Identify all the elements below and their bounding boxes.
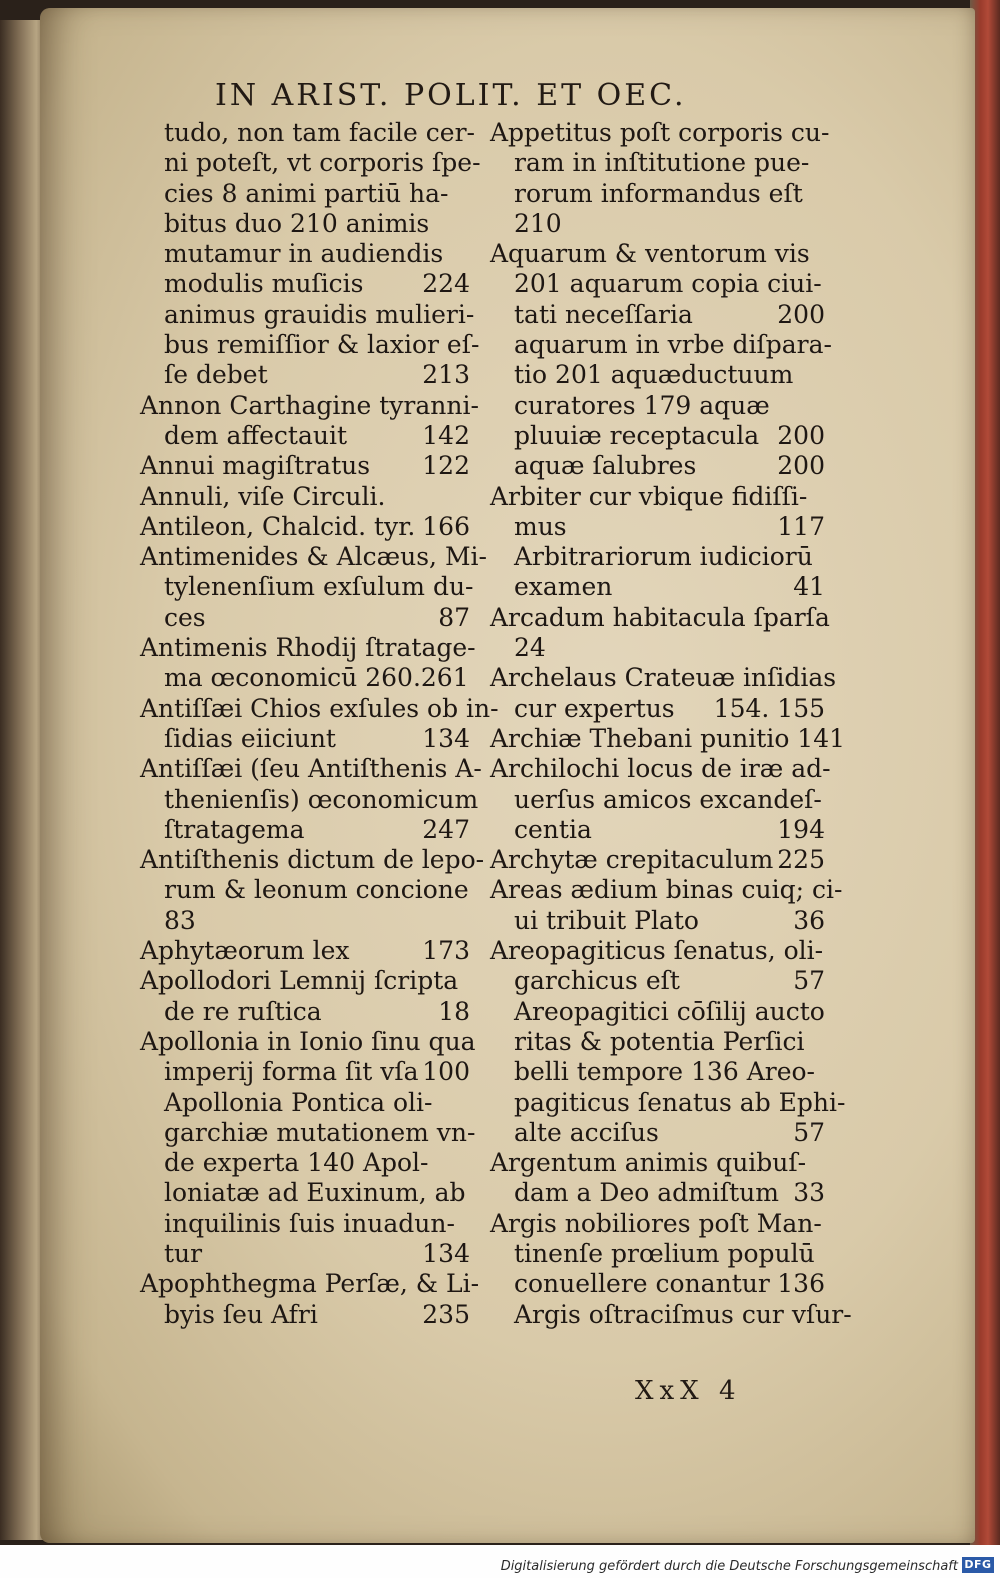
running-head: IN ARIST. POLIT. ET OEC. <box>215 78 687 113</box>
index-page-number: 173 <box>422 936 470 966</box>
index-line <box>140 299 475 330</box>
signature-mark: XxX 4 <box>635 1376 742 1406</box>
index-line <box>490 1027 825 1057</box>
index-entry-text: tylenenſium exſulum du- <box>164 572 474 602</box>
index-entry-text: Aquarum & ventorum vis <box>490 239 810 269</box>
index-line <box>490 602 830 633</box>
index-entry-text: mus <box>514 511 567 541</box>
index-line <box>490 300 825 330</box>
index-line <box>140 966 470 996</box>
index-entry-text: Arbiter cur vbique fidiſſi- <box>490 481 808 511</box>
index-line <box>490 785 825 815</box>
index-entry-text: tur <box>164 1238 203 1268</box>
index-line <box>140 542 487 572</box>
index-entry-text: cies 8 animi partiū ha- <box>164 178 449 208</box>
index-line <box>140 330 480 360</box>
index-line <box>140 179 470 209</box>
index-line <box>140 1117 476 1148</box>
index-line <box>490 179 825 209</box>
index-line <box>140 754 482 784</box>
index-entry-text: tinenſe prœlium populū <box>514 1238 815 1268</box>
index-entry-text: alte acciſus <box>514 1117 659 1147</box>
index-page-number: 200 <box>777 420 825 450</box>
index-entry-text: cur expertus <box>514 693 675 723</box>
index-line <box>140 390 479 421</box>
index-entry-text: ſe debet <box>164 360 268 390</box>
index-entry-text: 201 aquarum copia ciui- <box>514 269 822 299</box>
index-page-number: 117 <box>777 511 825 541</box>
index-entry-text: 83 <box>164 905 196 935</box>
index-line <box>490 391 825 421</box>
index-entry-text: Annui magiſtratus <box>140 451 371 481</box>
index-entry-text: thenienſis) œconomicum <box>164 784 479 814</box>
index-line <box>490 118 830 148</box>
index-entry-text: Argis nobiliores poſt Man- <box>490 1208 822 1238</box>
index-column-left <box>140 118 499 1330</box>
index-entry-text: pagiticus ſenatus ab Ephi- <box>514 1087 846 1117</box>
index-entry-text: bus remiſſior & laxior eſ- <box>164 330 480 360</box>
index-entry-text: Appetitus poſt corporis cu- <box>490 118 830 147</box>
index-entry-text: tati neceſſaria <box>514 299 693 329</box>
index-line <box>490 906 825 936</box>
index-line <box>490 209 825 239</box>
index-entry-text: 210 <box>514 208 562 238</box>
index-entry-text: dam a Deo admiſtum <box>514 1178 779 1208</box>
index-line <box>140 633 476 663</box>
index-page-number: 100 <box>422 1057 470 1087</box>
index-entry-text: ritas & potentia Perſici <box>514 1026 805 1056</box>
index-page-number: 166 <box>422 511 470 541</box>
index-entry-text: Apophthegma Perſæ, & Li- <box>140 1269 480 1299</box>
index-entry-text: garchiæ mutationem vn- <box>164 1117 476 1147</box>
index-entry-text: dem affectauit <box>164 420 348 450</box>
index-line <box>140 1269 480 1299</box>
index-entry-text: inquilinis ſuis inuadun- <box>164 1208 455 1238</box>
index-line <box>490 966 825 996</box>
index-line <box>140 148 481 178</box>
index-page-number: 235 <box>422 1299 470 1329</box>
index-line <box>490 542 825 572</box>
index-line <box>490 512 825 542</box>
index-line <box>490 1239 825 1269</box>
index-page-number: 18 <box>438 996 470 1026</box>
index-column-right <box>490 118 852 1330</box>
index-page-number: 134 <box>422 723 470 753</box>
index-entry-text: centia <box>514 814 592 844</box>
index-entry-text: rorum informandus eſt <box>514 178 803 208</box>
index-entry-text: garchicus eſt <box>514 966 680 996</box>
index-entry-text: Areopagiticus ſenatus, oli- <box>490 936 824 966</box>
index-entry-text: ma œconomicū 260.261 <box>164 663 469 693</box>
index-entry-text: uerſus amicos excandeſ- <box>514 784 822 814</box>
index-line <box>490 1087 846 1118</box>
index-entry-text: rum & leonum concione <box>164 875 469 905</box>
index-entry-text: Archelaus Crateuæ inſidias <box>490 663 837 693</box>
index-line <box>490 572 825 602</box>
index-entry-text: bitus duo 210 animis <box>164 208 430 238</box>
index-line <box>490 754 831 784</box>
index-entry-text: pluuiæ receptacula <box>514 420 760 450</box>
index-entry-text: ni poteſt, vt corporis ſpe- <box>164 148 481 178</box>
index-line <box>140 784 479 815</box>
index-entry-text: Antimenis Rhodij ſtratage- <box>140 633 476 663</box>
index-line <box>140 663 470 693</box>
index-line <box>490 1148 825 1178</box>
index-entry-text: Argis oſtraciſmus cur vſur- <box>514 1299 852 1329</box>
index-line <box>140 482 470 512</box>
index-line <box>140 360 470 390</box>
index-line <box>140 421 470 451</box>
index-entry-text: Archiæ Thebani punitio 141 <box>490 723 846 753</box>
index-page-number: 225 <box>777 845 825 875</box>
index-entry-text: Areas ædium binas cuiq; ci- <box>490 875 843 905</box>
index-line <box>490 633 825 663</box>
index-page-number: 224 <box>422 269 470 299</box>
index-entry-text: ſidias eiiciunt <box>164 723 336 753</box>
index-entry-text: Antiſthenis dictum de lepo- <box>140 845 485 875</box>
index-line <box>490 694 825 724</box>
index-page-number: 154. 155 <box>713 693 825 723</box>
index-page-number: 57 <box>793 1117 825 1147</box>
index-entry-text: examen <box>514 572 613 602</box>
index-line <box>140 845 485 875</box>
index-entry-text: mutamur in audiendis <box>164 239 444 269</box>
index-line <box>490 1057 825 1087</box>
index-entry-text: belli tempore 136 Areo- <box>514 1057 815 1087</box>
index-line <box>490 1299 852 1330</box>
index-entry-text: curatores 179 aquæ <box>514 390 770 420</box>
index-line <box>490 482 825 512</box>
index-line <box>140 724 470 754</box>
index-line <box>140 875 470 905</box>
index-entry-text: aquarum in vrbe diſpara- <box>514 330 832 360</box>
index-line <box>140 1300 470 1330</box>
index-line <box>140 997 470 1027</box>
index-line <box>490 269 825 299</box>
index-page-number: 36 <box>793 905 825 935</box>
index-entry-text: Antimenides & Alcæus, Mi- <box>140 542 487 572</box>
index-page-number: 41 <box>793 572 825 602</box>
index-entry-text: tudo, non tam facile cer- <box>164 118 475 147</box>
index-entry-text: Arbitrariorum iudiciorū <box>514 542 813 572</box>
index-entry-text: tio 201 aquæductuum <box>514 360 794 390</box>
index-line <box>140 906 470 936</box>
index-entry-text: modulis muſicis <box>164 269 364 299</box>
index-entry-text: ui tribuit Plato <box>514 905 699 935</box>
book-page <box>40 8 975 1543</box>
index-entry-text: Annuli, viſe Circuli. <box>140 481 386 511</box>
index-line <box>140 118 475 148</box>
index-line <box>490 421 825 451</box>
index-entry-text: Apollonia in Ionio ſinu qua <box>140 1026 476 1056</box>
index-line <box>140 1178 470 1208</box>
index-line <box>490 148 825 178</box>
index-entry-text: ſtratagema <box>164 814 305 844</box>
index-entry-text: Antileon, Chalcid. tyr. <box>140 511 416 541</box>
index-page-number: 247 <box>422 814 470 844</box>
index-entry-text: loniatæ ad Euxinum, ab <box>164 1178 466 1208</box>
index-entry-text: ces <box>164 602 206 632</box>
index-line <box>140 269 470 299</box>
digitization-banner <box>0 1545 1000 1578</box>
index-line <box>490 330 832 360</box>
index-page-number: 57 <box>793 966 825 996</box>
index-line <box>140 1088 470 1118</box>
index-page-number: 194 <box>777 814 825 844</box>
index-entry-text: Argentum animis quibuſ- <box>490 1148 807 1178</box>
index-line <box>140 1026 476 1057</box>
index-line <box>140 1209 470 1239</box>
index-line <box>140 603 470 633</box>
index-line <box>490 451 825 481</box>
index-entry-text: Apollodori Lemnij ſcripta <box>140 966 459 996</box>
index-line <box>490 239 825 269</box>
index-page-number: 87 <box>438 602 470 632</box>
index-page-number: 200 <box>777 451 825 481</box>
index-line <box>490 663 837 693</box>
index-entry-text: Archilochi locus de iræ ad- <box>490 754 831 784</box>
index-entry-text: Arcadum habitacula ſparſa <box>490 602 830 632</box>
index-line <box>140 1148 470 1178</box>
index-line <box>140 512 470 542</box>
index-line <box>490 1209 825 1239</box>
index-line <box>140 239 470 269</box>
index-page-number: 200 <box>777 299 825 329</box>
index-line <box>490 1178 825 1208</box>
index-entry-text: byis ſeu Afri <box>164 1299 318 1329</box>
index-line <box>490 1118 825 1148</box>
index-entry-text: 24 <box>514 633 546 663</box>
index-page-number: 122 <box>422 451 470 481</box>
index-line <box>490 997 825 1027</box>
index-page-number: 33 <box>793 1178 825 1208</box>
index-line <box>140 209 470 239</box>
index-entry-text: conuellere conantur <box>514 1269 770 1299</box>
index-line <box>490 723 846 754</box>
index-line <box>490 845 825 875</box>
index-page-number: 136 <box>777 1269 825 1299</box>
index-entry-text: imperij forma ſit vſa <box>164 1057 419 1087</box>
index-entry-text: Areopagitici cōſilij aucto <box>514 996 825 1026</box>
index-entry-text: ram in inſtitutione pue- <box>514 148 810 178</box>
index-line <box>140 1239 470 1269</box>
index-entry-text: animus grauidis mulieri- <box>164 299 475 329</box>
index-line <box>490 936 825 966</box>
banner-text: Digitalisierung gefördert durch die Deutsche Forschungsgemeinschaft <box>500 1559 958 1574</box>
index-line <box>140 572 474 602</box>
index-page-number: 142 <box>422 420 470 450</box>
index-entry-text: de experta 140 Apol- <box>164 1148 429 1178</box>
index-entry-text: Archytæ crepitaculum <box>490 845 774 875</box>
index-line <box>140 815 470 845</box>
index-line <box>140 451 470 481</box>
index-line <box>490 1269 825 1299</box>
index-line <box>140 1057 470 1087</box>
index-entry-text: aquæ ſalubres <box>514 451 697 481</box>
index-entry-text: Aphytæorum lex <box>140 936 350 966</box>
index-entry-text: de re ruſtica <box>164 996 322 1026</box>
index-page-number: 134 <box>422 1238 470 1268</box>
index-line <box>140 936 470 966</box>
index-entry-text: Apollonia Pontica oli- <box>164 1087 433 1117</box>
index-line <box>490 815 825 845</box>
index-entry-text: Antiſſæi Chios exſules ob in- <box>140 693 499 723</box>
index-page-number: 213 <box>422 360 470 390</box>
index-entry-text: Antiſſæi (ſeu Antiſthenis A- <box>140 754 482 784</box>
index-line <box>140 693 499 724</box>
index-line <box>490 360 825 390</box>
index-line <box>490 875 843 905</box>
index-entry-text: Annon Carthagine tyranni- <box>140 390 479 420</box>
dfg-logo: DFG <box>962 1557 994 1573</box>
